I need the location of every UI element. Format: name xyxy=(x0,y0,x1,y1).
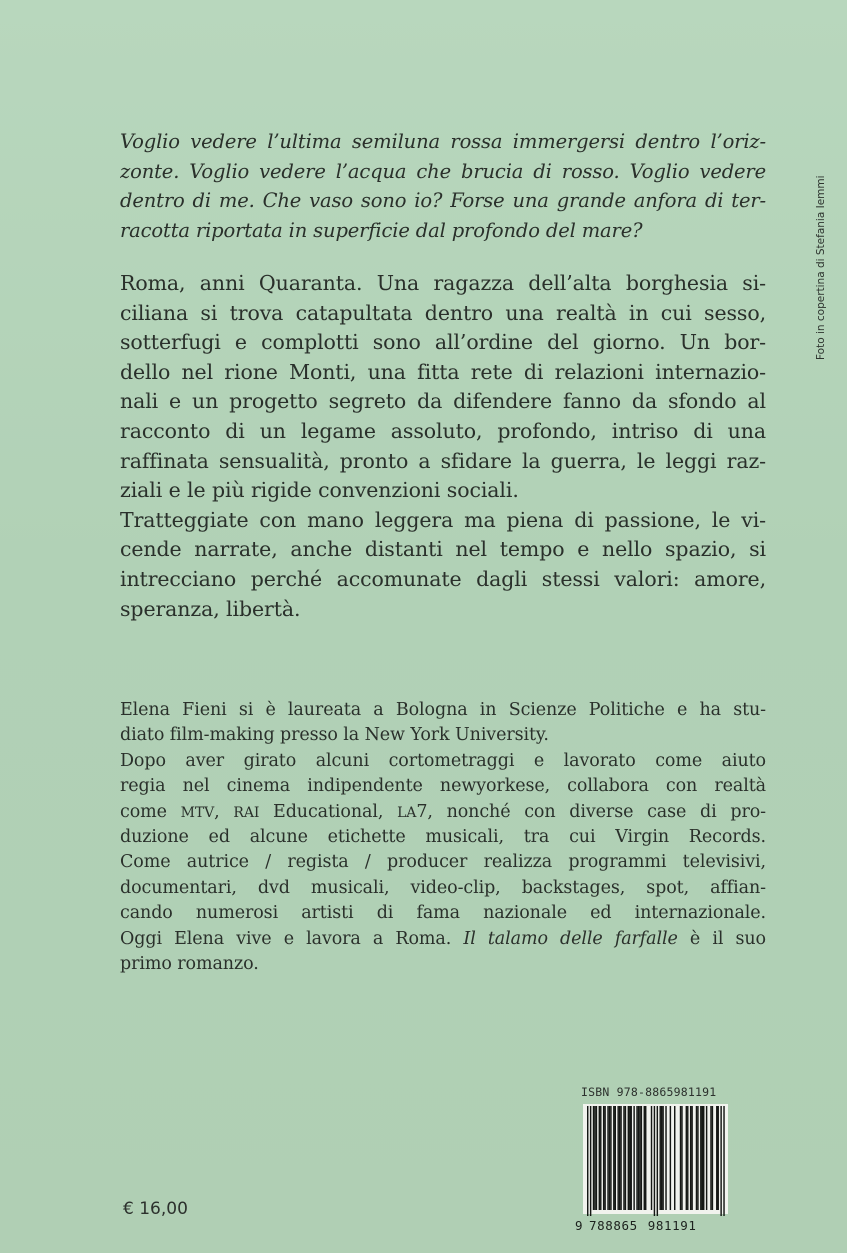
photo-credit: Foto in copertina di Stefania Iemmi xyxy=(815,175,827,360)
isbn-barcode xyxy=(575,1104,728,1233)
bio-line: Elena Fieni si è laureata a Bologna in Scienze Politiche e ha stu- xyxy=(120,700,766,720)
barcode-bar xyxy=(615,1106,616,1210)
synopsis-line: speranza, libertà. xyxy=(120,596,301,621)
barcode-bar xyxy=(665,1106,666,1210)
barcode-bar xyxy=(662,1106,663,1210)
book-title: Il talamo delle farfalle xyxy=(463,928,678,949)
barcode-bar xyxy=(639,1106,640,1210)
rai-abbrev: RAI xyxy=(233,804,260,821)
synopsis-line: raffinata sensualità, pronto a sfidare la guerra, le leggi raz- xyxy=(120,448,766,473)
barcode-first-digit: 9 xyxy=(575,1218,583,1233)
barcode-bar xyxy=(623,1106,624,1210)
barcode-bar xyxy=(604,1106,605,1210)
synopsis-line: intrecciano perché accomunate dagli stessi valori: amore, xyxy=(120,566,766,591)
bio-text: è il suo xyxy=(677,928,766,949)
barcode-right-group: 981191 xyxy=(647,1218,697,1233)
barcode-bar xyxy=(712,1106,713,1210)
barcode-bar xyxy=(718,1106,719,1210)
barcode-bar xyxy=(631,1106,632,1210)
bio-text: Educational, xyxy=(259,801,398,822)
synopsis-line: dello nel rione Monti, una fitta rete di relazioni internazio- xyxy=(120,359,766,384)
synopsis-line: sotterfugi e complotti sono all’ordine del giorno. Un bor- xyxy=(120,330,766,355)
barcode-bar xyxy=(691,1106,692,1210)
barcode-bar xyxy=(706,1106,707,1210)
epigraph-line: zonte. Voglio vedere l’acqua che brucia di rosso. Voglio vedere xyxy=(120,159,766,183)
bio-line xyxy=(120,800,766,825)
synopsis-line: cende narrate, anche distanti nel tempo e nello spazio, si xyxy=(120,537,766,562)
barcode-bar xyxy=(657,1106,658,1216)
barcode-left-group: 788865 xyxy=(589,1218,638,1233)
synopsis xyxy=(120,269,766,624)
barcode-bar xyxy=(587,1106,588,1216)
barcode-bar xyxy=(687,1106,688,1210)
epigraph-line: Voglio vedere l’ultima semiluna rossa immergersi dentro l’oriz- xyxy=(120,130,766,153)
barcode-bar xyxy=(641,1106,642,1210)
barcode-bar xyxy=(716,1106,717,1210)
barcode-bar xyxy=(654,1106,655,1216)
bio-line: Dopo aver girato alcuni cortometraggi e lavorato come aiuto xyxy=(120,750,766,771)
bio-text: come xyxy=(120,801,181,822)
barcode-bar xyxy=(660,1106,661,1210)
barcode-bar xyxy=(686,1106,687,1210)
barcode-bar xyxy=(681,1106,682,1210)
bio-line: Come autrice / regista / producer realizza programmi televisivi, xyxy=(120,852,766,873)
bio-line: regia nel cinema indipendente newyorkese, collabora con realtà xyxy=(120,776,766,797)
barcode-bar xyxy=(674,1106,675,1210)
barcode-bar xyxy=(661,1106,662,1210)
barcode-bar xyxy=(633,1106,634,1210)
synopsis-line: ziali e le più rigide convenzioni sociali. xyxy=(120,478,519,503)
barcode-bar xyxy=(700,1106,701,1210)
epigraph-quote xyxy=(120,127,766,245)
barcode-bar xyxy=(625,1106,626,1210)
bio-text: 7, nonché con diverse case di pro- xyxy=(416,801,766,822)
barcode-bar xyxy=(702,1106,703,1210)
bio-text: , xyxy=(214,801,234,822)
price-label: € 16,00 xyxy=(123,1199,188,1219)
isbn-label: ISBN 978-8865981191 xyxy=(581,1085,717,1099)
la7-abbrev: LA xyxy=(397,804,417,821)
barcode-bar xyxy=(696,1106,697,1210)
barcode-bar xyxy=(720,1106,721,1216)
barcode-bar xyxy=(599,1106,600,1210)
epigraph-line: racotta riportata in superficie dal profondo del mare? xyxy=(120,218,643,242)
bio-line: cando numerosi artisti di fama nazionale ed internazionale. xyxy=(120,903,766,924)
bio-line: primo romanzo. xyxy=(120,953,259,974)
bio-line: documentari, dvd musicali, video-clip, backstages, spot, affian- xyxy=(120,877,766,898)
barcode-bar xyxy=(594,1106,595,1210)
barcode-bar xyxy=(690,1106,691,1210)
barcode-bar xyxy=(617,1106,618,1210)
synopsis-line: Tratteggiate con mano leggera ma piena di passione, le vi- xyxy=(120,507,766,532)
bio-line: diato film-making presso la New York University. xyxy=(120,725,549,746)
synopsis-line: ciliana si trova catapultata dentro una realtà in cui sesso, xyxy=(120,300,766,325)
mtv-abbrev: MTV xyxy=(180,804,215,821)
barcode-bar xyxy=(610,1106,611,1210)
barcode-bar xyxy=(703,1106,704,1210)
barcode-bar xyxy=(723,1106,724,1216)
barcode-bar xyxy=(697,1106,698,1210)
barcode-bar xyxy=(629,1106,630,1210)
barcode-bar xyxy=(590,1106,591,1216)
barcode-bar xyxy=(619,1106,620,1210)
synopsis-line: nali e un progetto segreto da difendere fanno da sfondo al xyxy=(120,389,766,414)
barcode-bar xyxy=(609,1106,610,1210)
barcode-bar xyxy=(607,1106,608,1210)
synopsis-line: racconto di un legame assoluto, profondo, intriso di una xyxy=(120,418,766,443)
synopsis-line: Roma, anni Quaranta. Una ragazza dell’alta borghesia si- xyxy=(120,271,766,295)
barcode-bar xyxy=(620,1106,621,1210)
barcode-bar xyxy=(600,1106,601,1210)
barcode-bar xyxy=(636,1106,637,1210)
author-bio xyxy=(120,698,766,977)
barcode-bar xyxy=(670,1106,671,1210)
bio-line xyxy=(120,927,766,952)
epigraph-line: dentro di me. Che vaso sono io? Forse una grande anfora di ter- xyxy=(120,189,766,212)
barcode-bars xyxy=(583,1104,728,1216)
barcode-bar xyxy=(613,1106,614,1210)
barcode-bar xyxy=(644,1106,645,1210)
barcode-bar xyxy=(710,1106,711,1210)
bio-text: Oggi Elena vive e lavora a Roma. xyxy=(120,928,464,949)
barcode-bar xyxy=(680,1106,681,1210)
bio-line: duzione ed alcune etichette musicali, tra cui Virgin Records. xyxy=(120,826,766,847)
barcode-bar xyxy=(638,1106,639,1210)
barcode-bar xyxy=(628,1106,629,1210)
barcode-bar xyxy=(603,1106,604,1210)
barcode-bar xyxy=(596,1106,597,1210)
barcode-bar xyxy=(651,1106,652,1210)
barcode-bar xyxy=(593,1106,594,1210)
barcode-digits xyxy=(583,1218,733,1233)
barcode-bar xyxy=(645,1106,646,1210)
